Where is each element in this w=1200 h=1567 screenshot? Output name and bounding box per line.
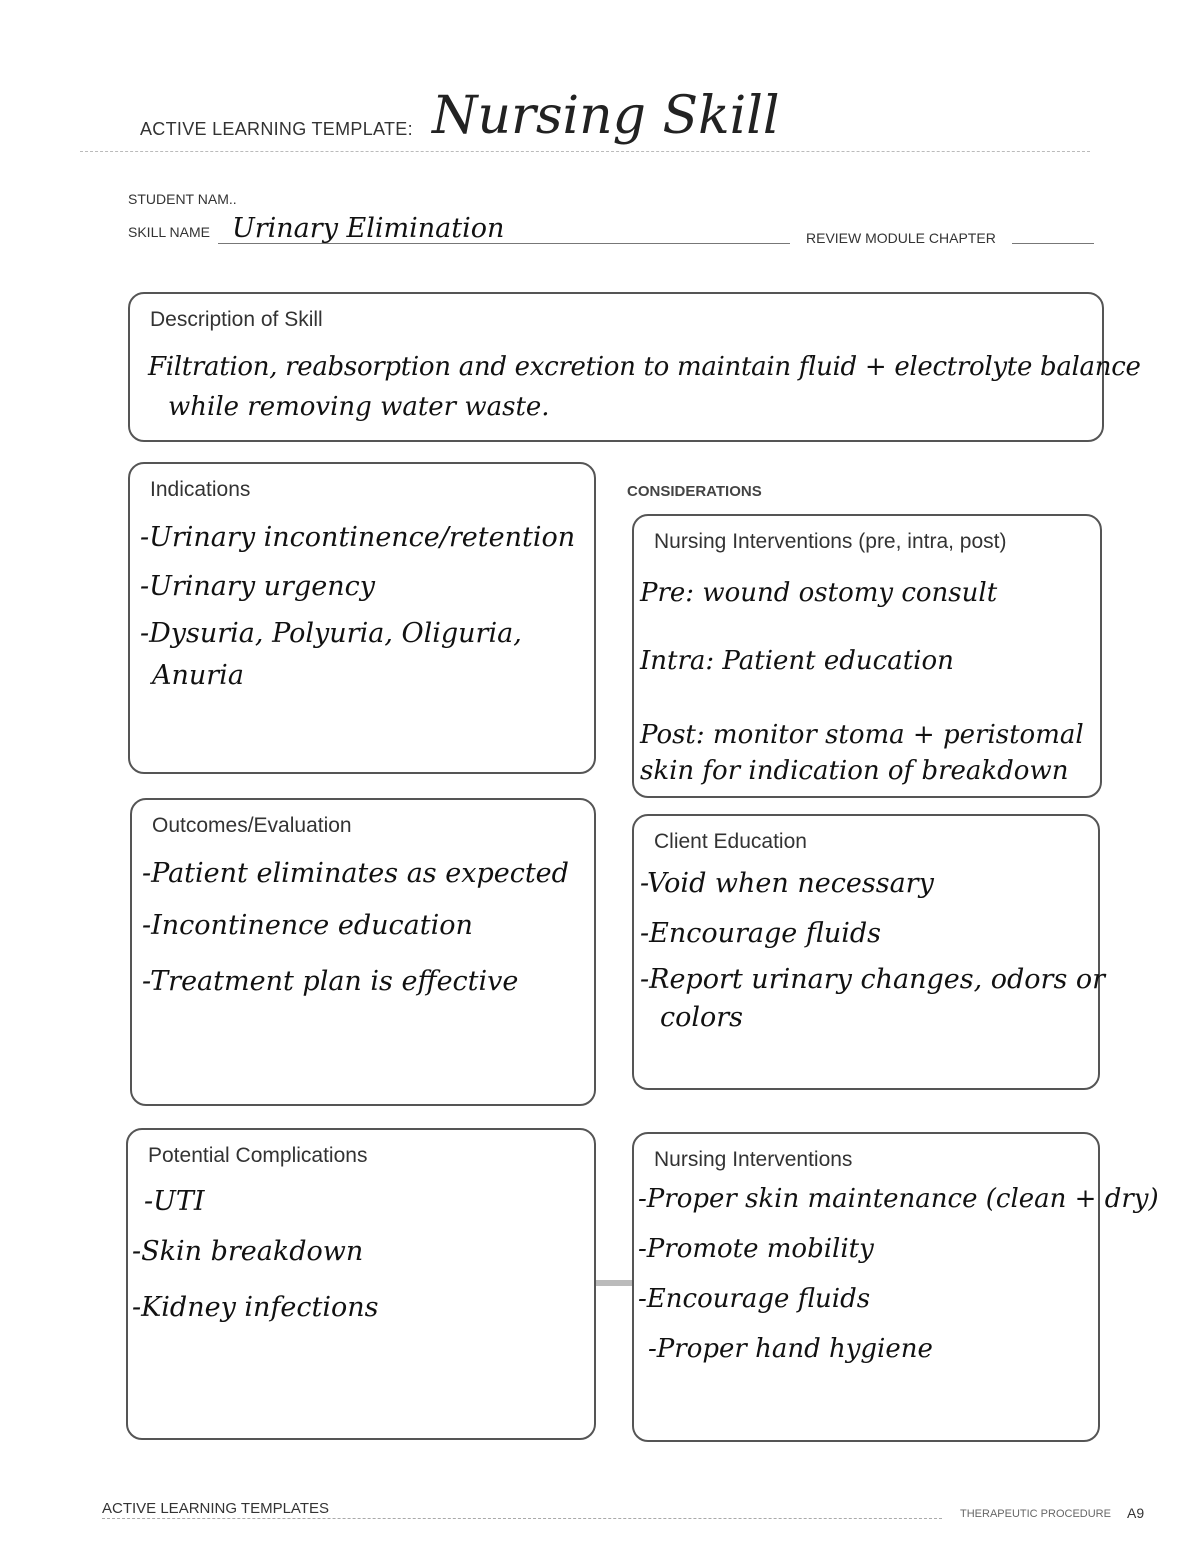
indications-line-2: -Urinary urgency xyxy=(140,571,375,602)
client-education-title: Client Education xyxy=(654,830,807,853)
outcomes-line-1: -Patient eliminates as expected xyxy=(142,858,569,889)
footer-page-number: A9 xyxy=(1127,1505,1145,1521)
skill-name-label: SKILL NAME xyxy=(128,224,210,240)
considerations-label: CONSIDERATIONS xyxy=(627,483,762,500)
nursing-interventions-line-4: -Proper hand hygiene xyxy=(648,1334,933,1364)
nursing-interventions-ppp-line-2: Intra: Patient education xyxy=(640,646,954,676)
client-education-line-2: -Encourage fluids xyxy=(640,918,882,949)
nursing-interventions-line-3: -Encourage fluids xyxy=(638,1284,871,1314)
complications-title: Potential Complications xyxy=(148,1144,368,1167)
complications-line-2: -Skin breakdown xyxy=(132,1236,364,1267)
complications-line-3: -Kidney infections xyxy=(132,1292,379,1323)
nursing-interventions-box xyxy=(632,1132,1159,1442)
outcomes-title: Outcomes/Evaluation xyxy=(152,814,352,837)
nursing-interventions-ppp-line-1: Pre: wound ostomy consult xyxy=(640,578,998,608)
nursing-interventions-ppp-box xyxy=(632,514,1102,798)
footer-left: ACTIVE LEARNING TEMPLATES xyxy=(102,1500,329,1517)
review-module-line xyxy=(1012,243,1094,244)
indications-line-1: -Urinary incontinence/retention xyxy=(140,522,576,553)
header-rule xyxy=(80,151,1090,152)
nursing-interventions-ppp-title: Nursing Interventions (pre, intra, post) xyxy=(654,530,1007,553)
skill-name-line xyxy=(218,243,790,244)
indications-title: Indications xyxy=(150,478,251,501)
client-education-line-4: colors xyxy=(660,1002,744,1033)
description-line-1: Filtration, reabsorption and excretion to maintain fluid + electrolyte balance xyxy=(148,352,1141,382)
complications-box xyxy=(126,1128,596,1440)
page-title: Nursing Skill xyxy=(432,86,780,146)
client-education-line-3: -Report urinary changes, odors or xyxy=(640,964,1106,995)
nursing-interventions-title: Nursing Interventions xyxy=(654,1148,853,1171)
connector-bar xyxy=(596,1280,632,1286)
indications-line-3: -Dysuria, Polyuria, Oliguria, xyxy=(140,618,522,649)
description-line-2: while removing water waste. xyxy=(168,392,550,422)
outcomes-box xyxy=(130,798,596,1106)
complications-line-1: -UTI xyxy=(144,1186,205,1217)
skill-name-value: Urinary Elimination xyxy=(232,213,505,244)
description-title: Description of Skill xyxy=(150,308,323,331)
nursing-interventions-line-1: -Proper skin maintenance (clean + dry) xyxy=(638,1184,1159,1214)
client-education-box xyxy=(632,814,1106,1090)
indications-box xyxy=(128,462,596,774)
outcomes-line-3: -Treatment plan is effective xyxy=(142,966,519,997)
nursing-interventions-line-2: -Promote mobility xyxy=(638,1234,874,1264)
footer-procedure-label: THERAPEUTIC PROCEDURE xyxy=(960,1508,1111,1520)
nursing-interventions-ppp-line-3: Post: monitor stoma + peristomal xyxy=(640,720,1084,750)
nursing-interventions-ppp-line-4: skin for indication of breakdown xyxy=(640,756,1069,786)
template-label: ACTIVE LEARNING TEMPLATE: xyxy=(140,119,413,139)
indications-line-4: Anuria xyxy=(152,660,244,691)
description-box xyxy=(128,292,1141,442)
review-module-label: REVIEW MODULE CHAPTER xyxy=(806,230,996,246)
outcomes-line-2: -Incontinence education xyxy=(142,910,473,941)
client-education-line-1: -Void when necessary xyxy=(640,868,934,899)
student-name-label: STUDENT NAM.. xyxy=(128,191,237,207)
footer-rule xyxy=(102,1518,942,1519)
